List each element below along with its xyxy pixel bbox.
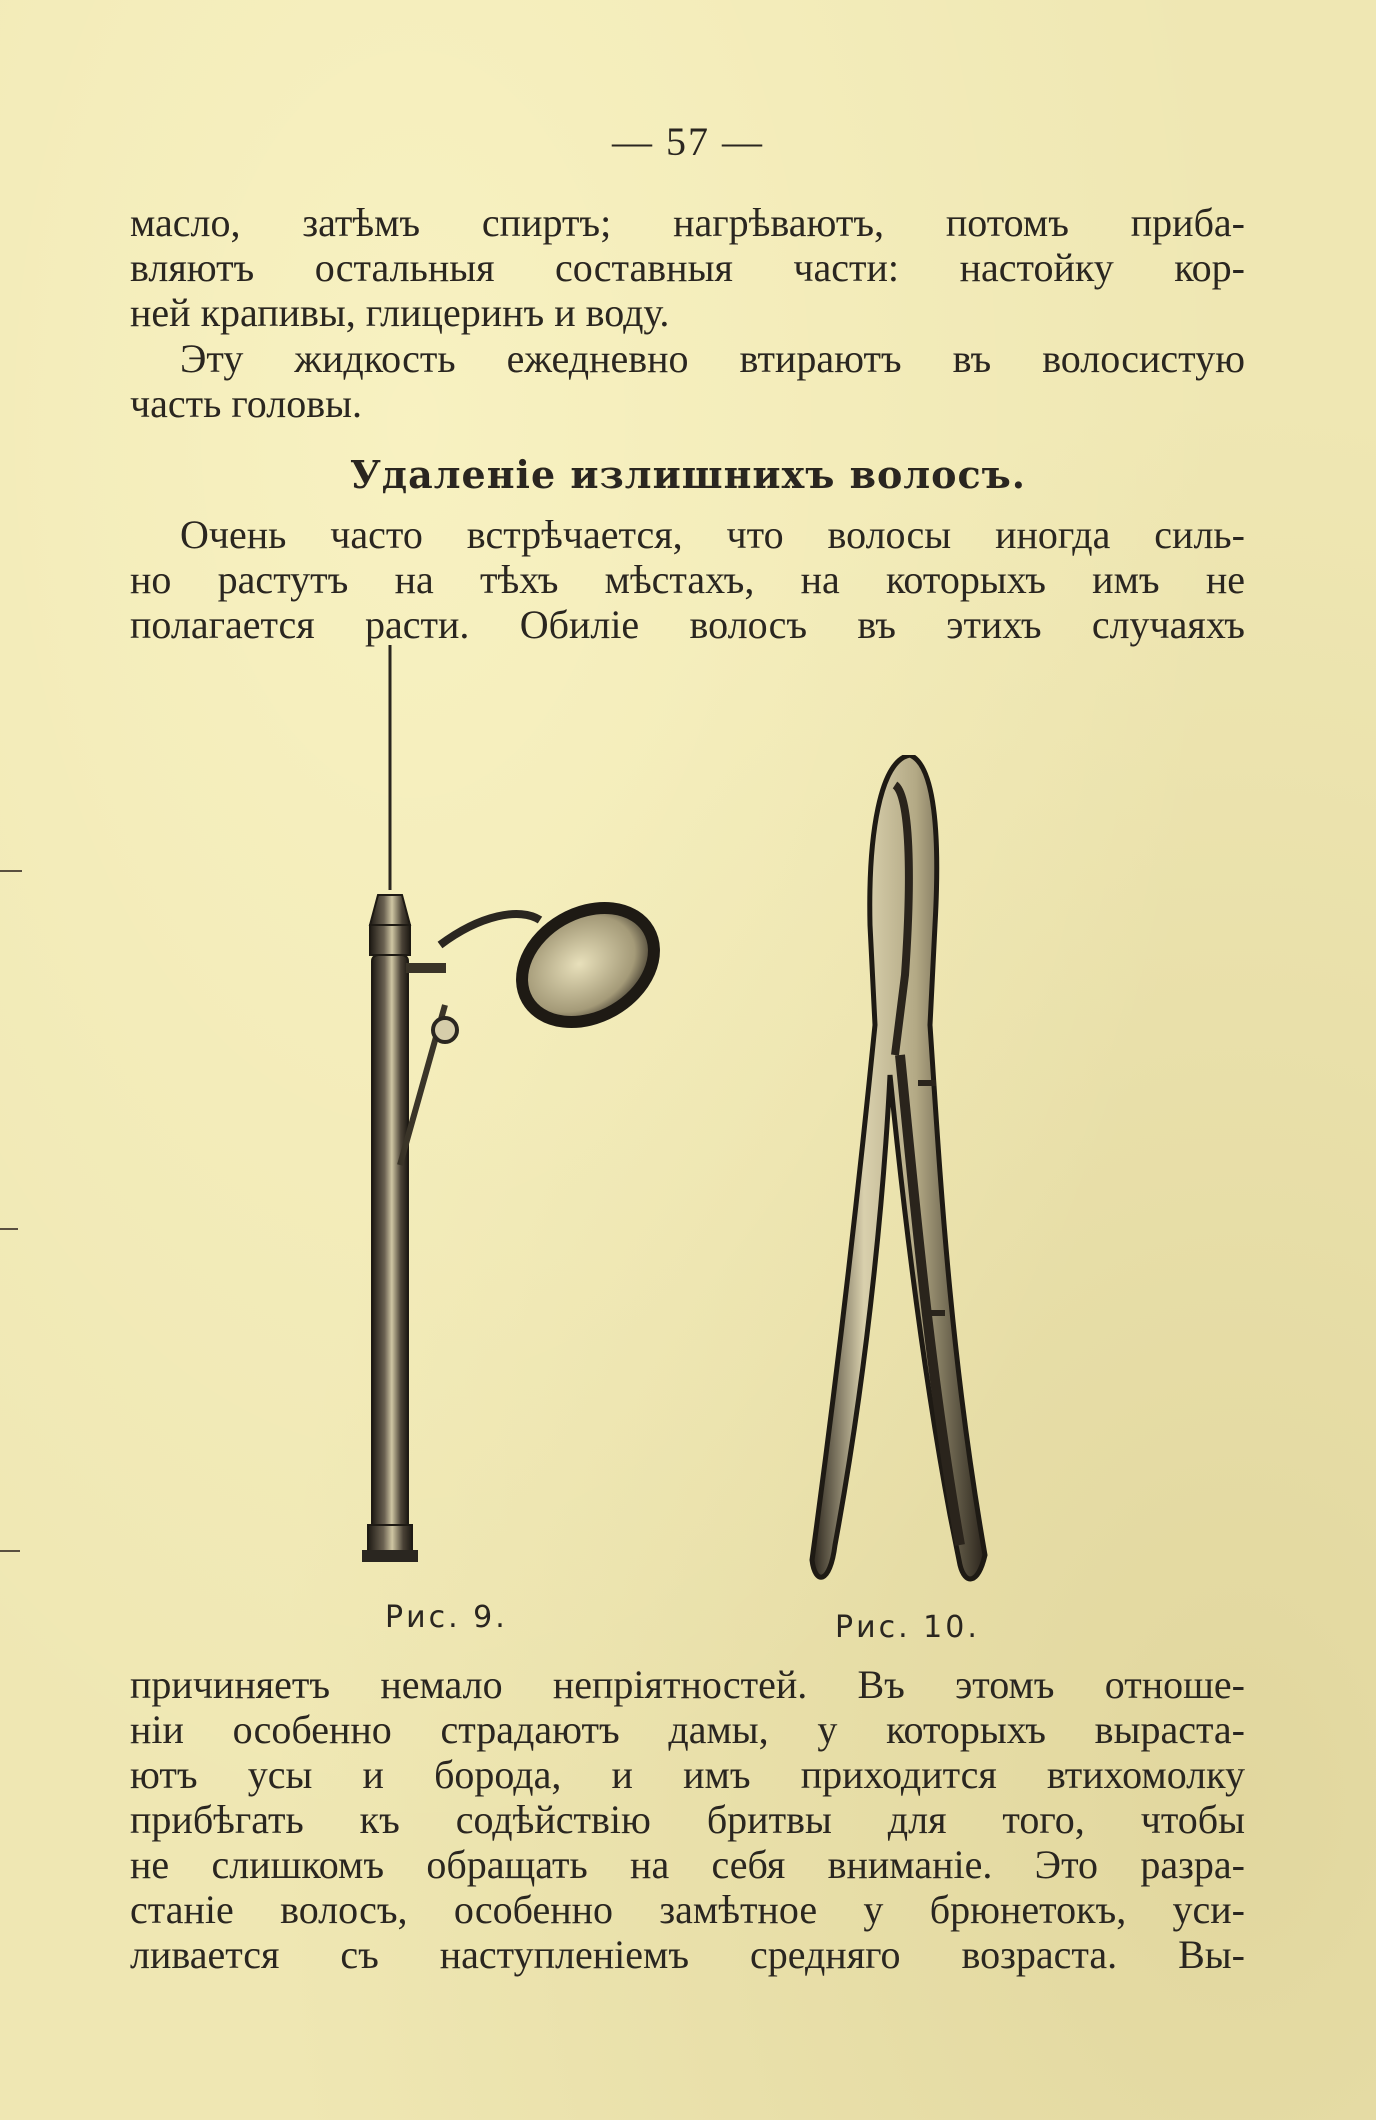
text-line: ютъ усы и борода, и имъ приходится втихомолку (130, 1752, 1245, 1797)
text-line: вляютъ остальныя составныя части: настойку кор- (130, 245, 1245, 290)
margin-mark (0, 1550, 20, 1552)
text-line: ней крапивы, глицеринъ и воду. (130, 290, 670, 335)
text-line: станіе волосъ, особенно замѣтное у брюнетокъ, уси- (130, 1887, 1245, 1932)
figure-9-caption: Рис. 9. (385, 1600, 508, 1635)
paragraph-4 (130, 1662, 1245, 1977)
tweezers-icon (800, 755, 1000, 1595)
text-line: но растутъ на тѣхъ мѣстахъ, на которыхъ имъ не (130, 557, 1245, 602)
text-line: полагается расти. Обиліе волосъ въ этихъ случаяхъ (130, 602, 1245, 647)
margin-mark (0, 870, 22, 872)
text-line: не слишкомъ обращать на себя вниманіе. Это разра- (130, 1842, 1245, 1887)
margin-mark (0, 1228, 18, 1230)
text-line: ніи особенно страдаютъ дамы, у которыхъ выраста- (130, 1707, 1245, 1752)
epilation-needle-with-magnifier-icon (340, 645, 670, 1590)
text-line: масло, затѣмъ спиртъ; нагрѣваютъ, потомъ приба- (130, 200, 1245, 245)
section-heading: Удаленіе излишнихъ волосъ. (349, 452, 1027, 497)
text-line: причиняетъ немало непріятностей. Въ этомъ отноше- (130, 1662, 1245, 1707)
figure-10-caption: Рис. 10. (835, 1610, 980, 1645)
paragraph-3 (130, 512, 1245, 647)
page-number: — 57 — (612, 119, 764, 164)
paragraph-2 (130, 336, 1245, 426)
text-line: Эту жидкость ежедневно втираютъ въ волосистую (180, 336, 1245, 381)
paragraph-1 (130, 200, 1245, 335)
text-line: прибѣгать къ содѣйствію бритвы для того, чтобы (130, 1797, 1245, 1842)
text-line: часть головы. (130, 381, 362, 426)
text-line: ливается съ наступленіемъ средняго возраста. Вы- (130, 1932, 1245, 1977)
text-line: Очень часто встрѣчается, что волосы иногда силь- (180, 512, 1245, 557)
